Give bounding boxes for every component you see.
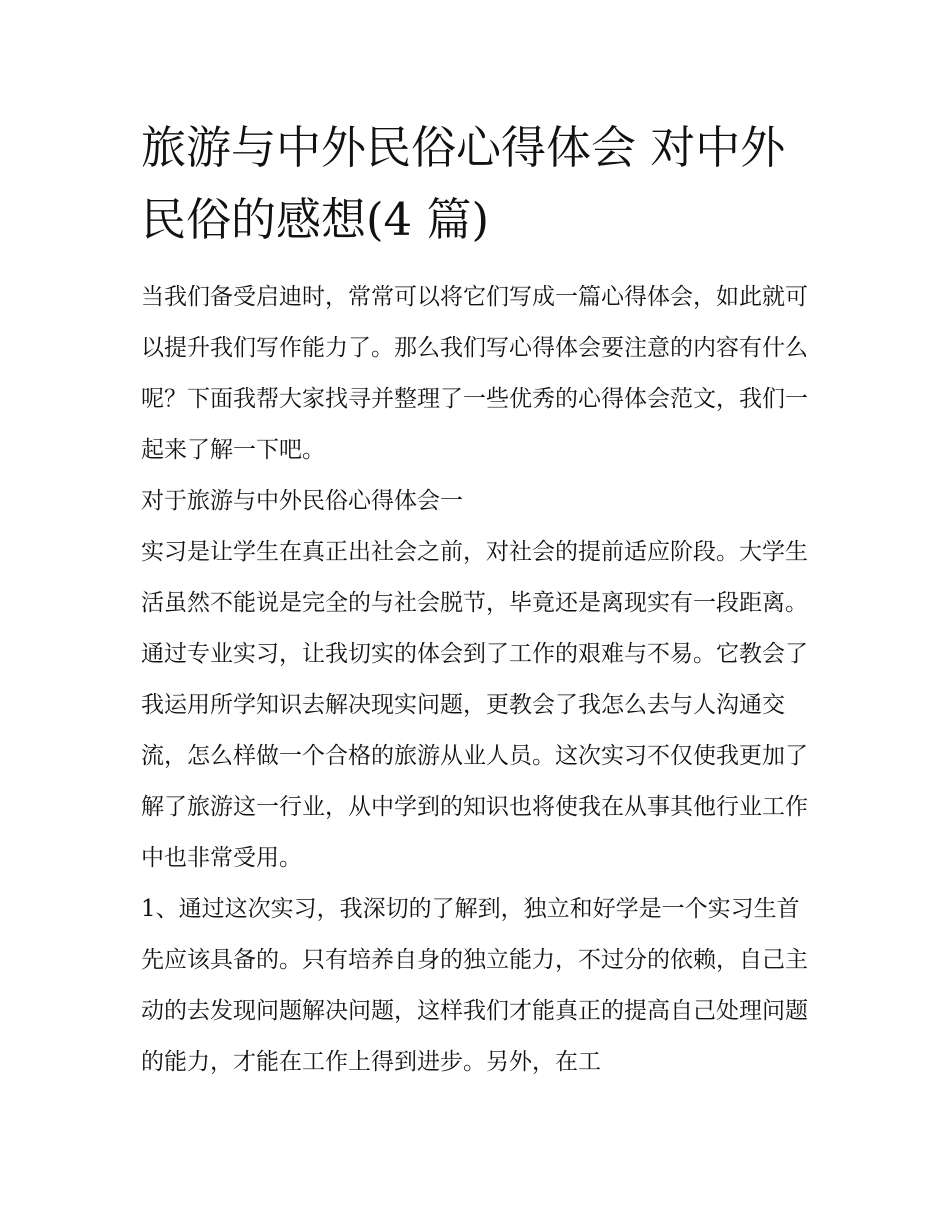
document-title: 旅游与中外民俗心得体会 对中外民俗的感想(4 篇) — [141, 121, 786, 246]
intro-paragraph: 当我们备受启迪时，常常可以将它们写成一篇心得体会，如此就可以提升我们写作能力了。那么我们写心得体会要注意的内容有什么呢？下面我帮大家找寻并整理了一些优秀的心得体会范文，我们一起来了解一下吧。 — [141, 284, 808, 463]
body-paragraph: 1、通过这次实习，我深切的了解到，独立和好学是一个实习生首先应该具备的。只有培养自身的独立能力，不过分的依赖，自己主动的去发现问题解决问题，这样我们才能真正的提高自己处理问题的能力，才能在工作上得到进步。另外，在工 — [141, 896, 808, 1075]
section-heading: 对于旅游与中外民俗心得体会一 — [141, 488, 463, 514]
body-paragraph: 实习是让学生在真正出社会之前，对社会的提前适应阶段。大学生活虽然不能说是完全的与社会脱节，毕竟还是离现实有一段距离。通过专业实习，让我切实的体会到了工作的艰难与不易。它教会了我运用所学知识去解决现实问题，更教会了我怎么去与人沟通交流，怎么样做一个合格的旅游从业人员。这次实习不仅使我更加了解了旅游这一行业，从中学到的知识也将使我在从事其他行业工作中也非常受用。 — [141, 539, 808, 871]
document-body — [141, 112, 813, 1088]
